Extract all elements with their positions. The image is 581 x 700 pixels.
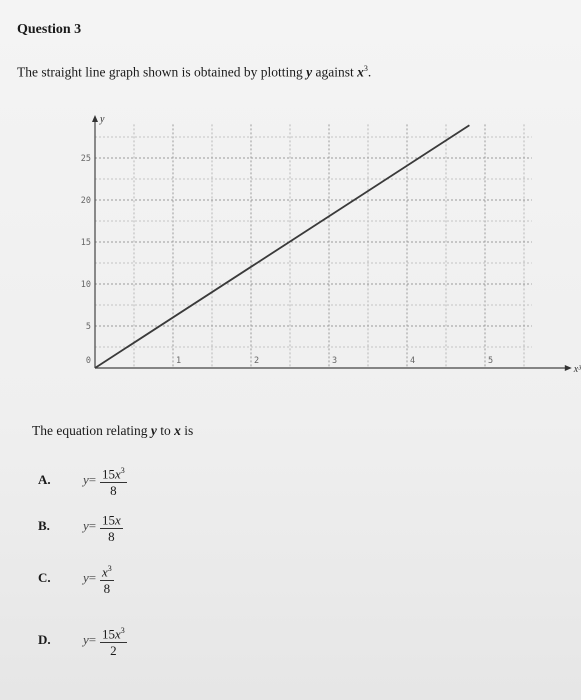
series	[95, 125, 469, 368]
question-text-end: .	[367, 64, 372, 80]
equation-prompt	[32, 423, 193, 439]
option-lhs	[83, 518, 96, 534]
y-tick-label: 5	[85, 322, 91, 332]
x-tick-label: 2	[254, 356, 260, 366]
option-lhs-var: y	[83, 518, 89, 533]
option-lhs-var: y	[83, 632, 89, 647]
prompt-var-x: x	[174, 423, 181, 438]
prompt-var-y: y	[150, 423, 157, 438]
x-tick-label: 3	[332, 356, 338, 366]
option-numerator	[100, 562, 114, 581]
prompt-text-start: The equation relating	[32, 423, 151, 438]
question-x-power: 3	[363, 64, 368, 73]
origin-label: 0	[85, 356, 91, 366]
x-tick-label: 1	[176, 356, 182, 366]
option-power: 3	[107, 564, 112, 573]
option-fraction	[100, 562, 114, 596]
option-lhs	[83, 570, 96, 586]
y-axis-label: y	[100, 114, 105, 125]
option-lhs	[83, 632, 96, 648]
option-equals: =	[88, 518, 97, 533]
option-lhs	[83, 472, 96, 488]
option-var: x	[115, 466, 121, 482]
option-numerator	[100, 510, 123, 529]
prompt-text-mid: to	[156, 423, 175, 438]
option-fraction	[100, 464, 127, 498]
option-coef: 15	[102, 512, 115, 528]
option-power: 3	[120, 626, 125, 635]
option-var: x	[115, 512, 121, 528]
option-var: x	[102, 564, 108, 580]
axes	[92, 115, 572, 371]
x-axis-label: x³	[573, 364, 581, 375]
option-power: 3	[120, 466, 125, 475]
option-numerator	[100, 624, 127, 643]
y-tick-label: 15	[80, 238, 91, 248]
option-coef: 15	[102, 626, 115, 642]
option-lhs-var: y	[83, 472, 89, 487]
y-tick-label: 20	[80, 196, 91, 206]
x-axis-arrow-icon	[565, 365, 572, 371]
option-equals: =	[88, 570, 97, 585]
option-denominator: 2	[110, 643, 117, 659]
option-coef: 15	[102, 466, 115, 482]
option-letter: A.	[38, 472, 51, 487]
question-text	[17, 64, 371, 81]
question-title: Question 3	[17, 22, 82, 37]
question-var-x: x	[357, 64, 364, 80]
y-tick-label: 10	[80, 280, 91, 290]
line-graph	[55, 100, 581, 380]
option-denominator: 8	[110, 483, 117, 499]
option-numerator	[100, 464, 127, 483]
option-letter: D.	[38, 632, 51, 647]
option-denominator: 8	[103, 581, 111, 597]
question-text-mid: against	[312, 64, 358, 80]
x-tick-label: 4	[410, 356, 416, 366]
grid	[95, 124, 532, 368]
option-fraction	[100, 624, 127, 658]
prompt-text-end: is	[180, 423, 194, 438]
option-equals: =	[88, 632, 97, 647]
tick-labels	[81, 154, 493, 366]
option-var: x	[115, 626, 121, 642]
y-tick-label: 25	[80, 154, 91, 164]
option-letter: B.	[38, 518, 50, 533]
option-fraction	[100, 510, 123, 544]
y-axis-arrow-icon	[92, 115, 98, 122]
question-text-start: The straight line graph shown is obtained by plotting	[17, 64, 307, 80]
option-lhs-var: y	[83, 570, 89, 585]
question-var-y: y	[306, 64, 313, 80]
series-line	[95, 125, 469, 368]
option-equals: =	[88, 472, 97, 487]
option-letter: C.	[38, 570, 51, 585]
option-denominator: 8	[108, 529, 115, 545]
x-tick-label: 5	[488, 356, 494, 366]
